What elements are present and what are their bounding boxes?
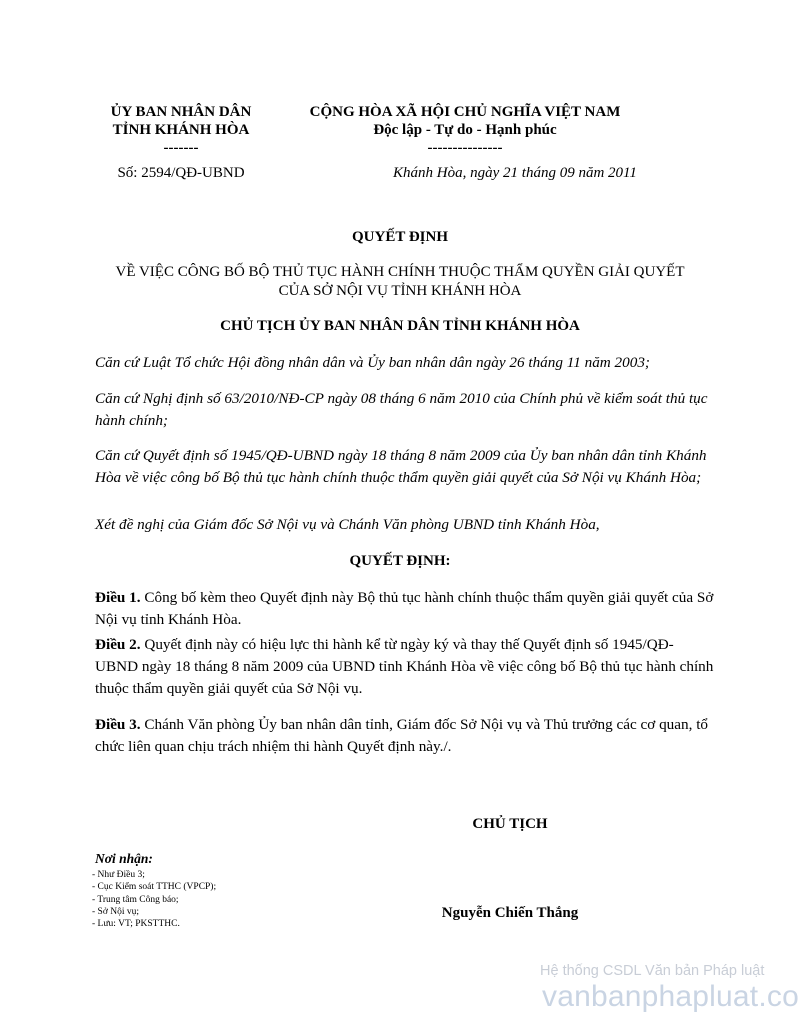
article-1 xyxy=(95,587,715,631)
decision-heading: QUYẾT ĐỊNH: xyxy=(349,553,451,569)
basis-3: Căn cứ Quyết định số 1945/QĐ-UBND ngày 18 tháng 8 năm 2009 của Ủy ban nhân dân tỉnh Khánh Hòa về việc công bố Bộ thủ tục hành chính thuộc thẩm quyền giải quyết của Sở Nội vụ Khánh Hòa; xyxy=(95,447,707,486)
document-type: QUYẾT ĐỊNH xyxy=(352,229,448,245)
subject-line1: VỀ VIỆC CÔNG BỐ BỘ THỦ TỤC HÀNH CHÍNH THUỘC THẨM QUYỀN GIẢI QUYẾT xyxy=(115,264,685,280)
basis-4: Xét đề nghị của Giám đốc Sở Nội vụ và Chánh Văn phòng UBND tỉnh Khánh Hòa, xyxy=(95,516,600,533)
issuing-authority-title: CHỦ TỊCH ỦY BAN NHÂN DÂN TỈNH KHÁNH HÒA xyxy=(220,318,580,334)
place-date: Khánh Hòa, ngày 21 tháng 09 năm 2011 xyxy=(393,165,637,181)
subject-line2: CỦA SỞ NỘI VỤ TỈNH KHÁNH HÒA xyxy=(278,283,522,299)
article-3 xyxy=(95,714,715,758)
issuing-authority-line1: ỦY BAN NHÂN DÂN xyxy=(110,104,252,120)
issuing-authority-line2: TỈNH KHÁNH HÒA xyxy=(112,122,250,138)
document-number: Số: 2594/QĐ-UBND xyxy=(117,165,245,181)
article-text: Quyết định này có hiệu lực thi hành kể từ ngày ký và thay thế Quyết định số 1945/QĐ-UBND ngày 18 tháng 8 năm 2009 của UBND tỉnh Khánh Hòa về việc công bố Bộ thủ tục hành chính thuộc thẩm quyền giải quyết của Sở Nội vụ. xyxy=(95,636,714,697)
article-text: Chánh Văn phòng Ủy ban nhân dân tỉnh, Giám đốc Sở Nội vụ và Thủ trưởng các cơ quan, tổ chức liên quan chịu trách nhiệm thi hành Quyết định này./. xyxy=(95,716,709,755)
article-label: Điều 1. xyxy=(95,589,141,606)
recipient-item: - Như Điều 3; xyxy=(92,870,145,880)
recipient-item: - Sở Nội vụ; xyxy=(92,906,139,917)
nation-name: CỘNG HÒA XÃ HỘI CHỦ NGHĨA VIỆT NAM xyxy=(309,104,621,120)
basis-2: Căn cứ Nghị định số 63/2010/NĐ-CP ngày 08 tháng 6 năm 2010 của Chính phủ về kiểm soát thủ tục hành chính; xyxy=(95,390,708,429)
recipient-item: - Cục Kiểm soát TTHC (VPCP); xyxy=(92,882,217,893)
watermark-line2: vanbanphapluat.co xyxy=(542,980,799,1013)
article-2 xyxy=(95,634,715,700)
signer-title: CHỦ TỊCH xyxy=(472,816,548,832)
document-subject xyxy=(60,263,740,301)
recipient-item: - Lưu: VT; PKSTTHC. xyxy=(92,919,180,930)
motto-divider: --------------- xyxy=(427,140,503,156)
article-label: Điều 3. xyxy=(95,716,141,733)
motto: Độc lập - Tự do - Hạnh phúc xyxy=(373,122,557,138)
issuing-authority xyxy=(95,103,267,157)
national-motto xyxy=(290,103,640,157)
basis-1: Căn cứ Luật Tổ chức Hội đồng nhân dân và Ủy ban nhân dân ngày 26 tháng 11 năm 2003; xyxy=(95,354,650,371)
recipient-item: - Trung tâm Công báo; xyxy=(92,894,179,905)
issuing-authority-divider: ------- xyxy=(163,140,199,156)
article-text: Công bố kèm theo Quyết định này Bộ thủ tục hành chính thuộc thẩm quyền giải quyết của Sở Nội vụ tỉnh Khánh Hòa. xyxy=(95,589,714,628)
recipients-list xyxy=(92,869,312,930)
watermark-line1: Hệ thống CSDL Văn bản Pháp luật xyxy=(540,963,765,979)
article-label: Điều 2. xyxy=(95,636,141,653)
recipients-heading: Nơi nhận: xyxy=(95,851,153,866)
signer-name: Nguyễn Chiến Thắng xyxy=(441,905,579,921)
